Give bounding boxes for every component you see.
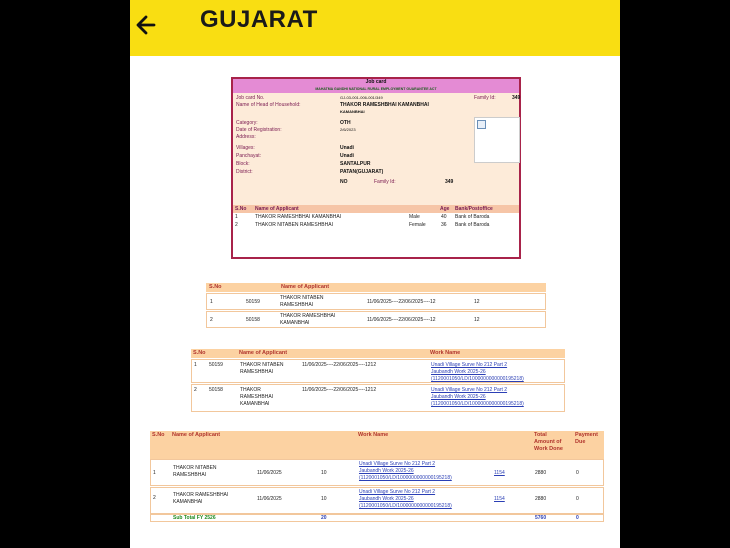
cell-period: 11/06/2025----22/06/2025----1212 (302, 362, 377, 368)
cell-sno: 1 (194, 362, 197, 368)
cell-sno: 2 (210, 317, 213, 323)
photo-placeholder (474, 117, 520, 163)
field-value: THAKOR RAMESHBHAI KAMANBHAI (340, 102, 429, 108)
cell-period: 11/06/2025----22/06/2025----12 (367, 299, 436, 305)
field-label: Job card No. (236, 95, 265, 101)
nrega-value: NO (340, 179, 348, 185)
cell-period: 11/06/2025----22/06/2025----1212 (302, 387, 377, 393)
cell-days: 12 (474, 317, 480, 323)
cell-name: THAKOR (240, 387, 261, 393)
field-label: Name of Head of Household: (236, 102, 301, 108)
cell-date: 11/06/2025 (257, 496, 282, 502)
subtotal-amount: 5760 (535, 515, 547, 521)
job-card-subtitle: MAHATMA GANDHI NATIONAL RURAL EMPLOYMENT GUARANTEE ACT (315, 87, 437, 91)
cell-sno: 2 (194, 387, 197, 393)
family-id-label: Family Id: (374, 179, 396, 185)
cell-name: RAMESHBHAI (240, 394, 274, 400)
header-name: Name of Applicant (239, 350, 288, 356)
app-bar (130, 0, 620, 56)
work-link[interactable]: (1120001050/LD/1000000000000195218) (359, 475, 452, 481)
header-total: Total (534, 432, 547, 438)
field-value: 2/6/2023 (340, 127, 356, 132)
cell-due: 0 (576, 496, 579, 502)
cell-name: THAKOR NITABEN (280, 295, 324, 301)
page-title: GUJARAT (200, 6, 318, 33)
header-sno: S.No (152, 432, 165, 438)
table-row (150, 487, 604, 514)
applicant-gender: Male (409, 214, 420, 220)
cell-name: RAMESHBHAI (173, 472, 207, 478)
cell-name: RAMESHBHAI (280, 302, 314, 308)
table-row (191, 384, 565, 412)
applicant-age: 40 (441, 214, 447, 220)
cell-name: KAMANBHAI (240, 401, 270, 407)
cell-period: 11/06/2025----22/06/2025----12 (367, 317, 436, 323)
header-work: Work Name (430, 350, 461, 356)
subtotal-due: 0 (576, 515, 579, 521)
header-bank: Bank/Postoffice (455, 206, 493, 212)
work-link[interactable]: Unadi Village Surve No 212 Part 2 (359, 461, 436, 467)
broken-image-icon (477, 120, 486, 129)
job-card-details (233, 93, 519, 205)
field-label: Block: (236, 161, 250, 167)
header-work: Work Name (358, 432, 389, 438)
field-label: District: (236, 169, 253, 175)
table-header (150, 431, 604, 459)
cell-name: THAKOR NITABEN (240, 362, 284, 368)
field-value: Unadi (340, 153, 354, 159)
muster-link[interactable]: 1154 (494, 496, 505, 502)
applicant-sno: 2 (235, 222, 238, 228)
table-header (206, 283, 546, 292)
field-value: KAMANBHAI (340, 109, 365, 114)
work-link[interactable]: (1120001050/LD/1000000000000195218) (431, 376, 524, 382)
field-value: PATAN(GUJARAT) (340, 169, 384, 175)
job-card (231, 77, 521, 259)
header-age: Age (440, 206, 450, 212)
applicant-name: THAKOR RAMESHBHAI KAMANBHAI (255, 214, 342, 220)
cell-days: 10 (321, 470, 327, 476)
cell-amount: 2880 (535, 470, 547, 476)
subtotal-label: Sub Total FY 2526 (173, 515, 216, 521)
cell-id: 50159 (246, 299, 260, 305)
work-link[interactable]: Jaubandh Work 2025-26 (431, 369, 486, 375)
cell-date: 11/06/2025 (257, 470, 282, 476)
work-link[interactable]: (1120001050/LD/1000000000000195218) (431, 401, 524, 407)
header-payment: Payment (575, 432, 598, 438)
cell-name: THAKOR RAMESHBHAI (173, 492, 229, 498)
table-row (206, 293, 546, 310)
cell-id: 50158 (209, 387, 223, 393)
field-value: GJ-03-001-006-001/349 (340, 95, 383, 100)
field-label: Panchayat: (236, 153, 262, 159)
cell-sno: 1 (210, 299, 213, 305)
cell-name: THAKOR RAMESHBHAI (280, 313, 336, 319)
cell-days: 12 (474, 299, 480, 305)
field-label: Category: (236, 120, 258, 126)
job-card-header (233, 79, 519, 93)
header-name: Name of Applicant (281, 284, 330, 290)
header-sno: S.No (235, 206, 247, 212)
table-row (206, 311, 546, 328)
work-link[interactable]: Jaubandh Work 2025-26 (359, 468, 414, 474)
work-link[interactable]: Jaubandh Work 2025-26 (431, 394, 486, 400)
job-card-title: Job card (365, 79, 387, 85)
applicant-age: 36 (441, 222, 447, 228)
applicant-name: THAKOR NITABEN RAMESHBHAI (255, 222, 333, 228)
applicant-sno: 1 (235, 214, 238, 220)
header-sno: S.No (193, 350, 206, 356)
cell-days: 10 (321, 496, 327, 502)
family-id-value: 349 (512, 95, 521, 101)
applicant-bank: Bank of Baroda (455, 214, 490, 220)
cell-sno: 1 (153, 470, 156, 476)
applicant-gender: Female (409, 222, 426, 228)
arrow-left-icon[interactable] (136, 12, 156, 38)
header-payment: Due (575, 439, 586, 445)
work-link[interactable]: Unadi Village Surve No 212 Part 2 (431, 387, 508, 393)
header-total: Amount of (534, 439, 562, 445)
field-value: OTH (340, 120, 351, 126)
field-value: Unadi (340, 145, 354, 151)
cell-amount: 2880 (535, 496, 547, 502)
work-link[interactable]: Unadi Village Surve No 212 Part 2 (431, 362, 508, 368)
applicant-bank: Bank of Baroda (455, 222, 490, 228)
family-id-value: 349 (445, 179, 454, 185)
applicants-header (233, 205, 519, 213)
field-label: Villages: (236, 145, 255, 151)
table-header (191, 349, 565, 358)
family-id-label: Family Id: (474, 95, 496, 101)
phone-screen (130, 0, 620, 548)
cell-name: THAKOR NITABEN (173, 465, 217, 471)
header-name: Name of Applicant (255, 206, 299, 212)
cell-due: 0 (576, 470, 579, 476)
header-sno: S.No (209, 284, 222, 290)
header-name: Name of Applicant (172, 432, 221, 438)
field-value: SANTALPUR (340, 161, 371, 167)
work-link[interactable]: Jaubandh Work 2025-26 (359, 496, 414, 502)
cell-id: 50158 (246, 317, 260, 323)
cell-name: KAMANBHAI (173, 499, 203, 505)
work-link[interactable]: (1120001050/LD/1000000000000195218) (359, 503, 452, 509)
cell-name: RAMESHBHAI (240, 369, 274, 375)
cell-id: 50159 (209, 362, 223, 368)
subtotal-row (150, 514, 604, 522)
table-row (191, 359, 565, 383)
header-total: Work Done (534, 446, 563, 452)
work-link[interactable]: Unadi Village Surve No 212 Part 2 (359, 489, 436, 495)
muster-link[interactable]: 1154 (494, 470, 505, 476)
subtotal-days: 20 (321, 515, 327, 521)
field-label: Address: (236, 134, 256, 140)
table-row (150, 459, 604, 486)
cell-name: KAMANBHAI (280, 320, 310, 326)
cell-sno: 2 (153, 495, 156, 501)
field-label: Date of Registration: (236, 127, 282, 133)
